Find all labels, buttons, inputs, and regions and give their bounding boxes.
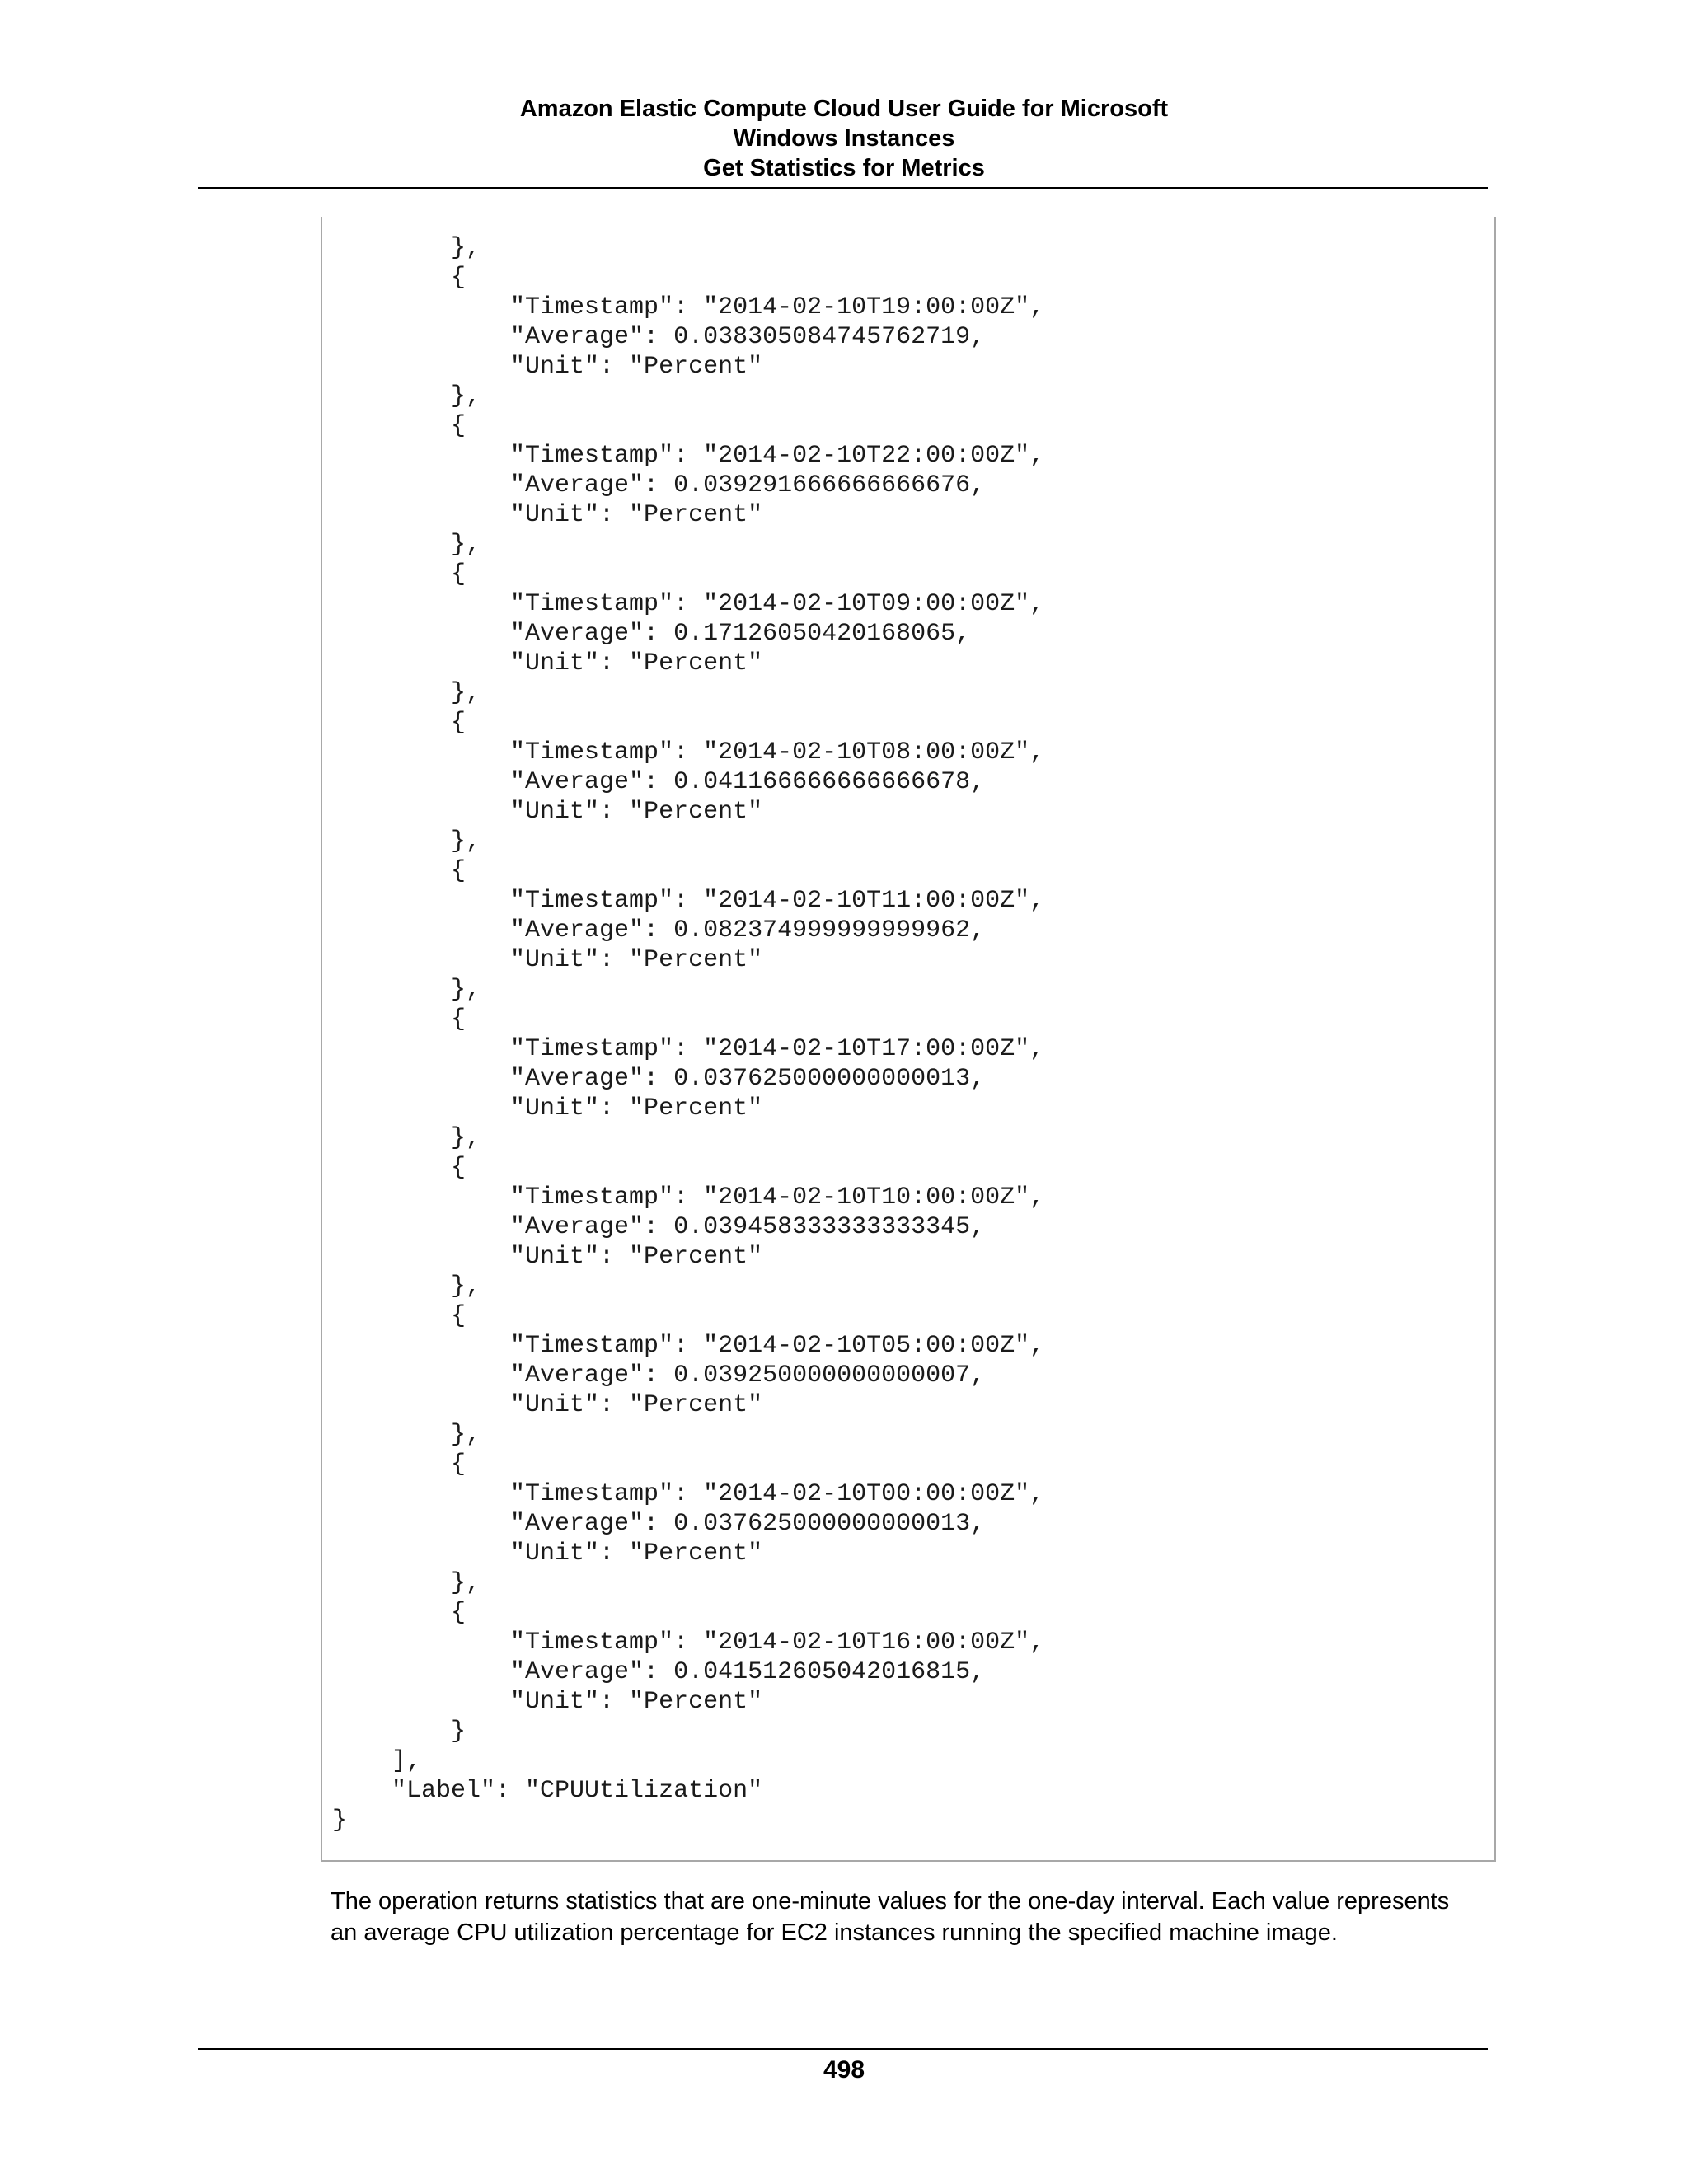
code-line: { [332,1005,467,1033]
code-line: "Average": 0.039458333333333345, [332,1213,986,1241]
code-line: "Unit": "Percent" [332,649,763,677]
code-line: "Timestamp": "2014-02-10T17:00:00Z", [332,1035,1045,1063]
code-line: ], [332,1747,422,1775]
code-example-box [321,217,1496,1862]
code-line: { [332,1302,467,1330]
code-line: "Label": "CPUUtilization" [332,1777,763,1805]
code-line: }, [332,531,481,559]
code-line: "Unit": "Percent" [332,1094,763,1122]
paragraph-line: an average CPU utilization percentage for EC2 instances running the specified machine image. [331,1919,1338,1946]
guide-title: Amazon Elastic Compute Cloud User Guide for Microsoft [519,96,1169,122]
code-line: "Unit": "Percent" [332,353,763,381]
code-line: "Unit": "Percent" [332,1391,763,1419]
code-line: { [332,709,467,737]
code-line: "Unit": "Percent" [332,1243,763,1271]
code-line: }, [332,1421,481,1449]
page-number: 498 [823,2056,865,2083]
code-example [332,233,1044,1835]
header-divider [198,187,1488,189]
code-line: "Timestamp": "2014-02-10T00:00:00Z", [332,1480,1045,1508]
code-line: "Unit": "Percent" [332,501,763,529]
code-line: "Unit": "Percent" [332,798,763,826]
code-line: "Average": 0.082374999999999962, [332,916,986,944]
code-line: "Timestamp": "2014-02-10T19:00:00Z", [332,293,1045,321]
code-line: "Timestamp": "2014-02-10T16:00:00Z", [332,1629,1045,1657]
code-line: { [332,412,467,440]
code-line: }, [332,1272,481,1301]
description-paragraph [331,1886,1501,1948]
code-line: "Timestamp": "2014-02-10T22:00:00Z", [332,442,1045,470]
code-line: "Unit": "Percent" [332,1688,763,1716]
code-line: "Average": 0.039250000000000007, [332,1361,986,1390]
code-line: }, [332,679,481,707]
page-header [0,94,1688,183]
code-line: "Timestamp": "2014-02-10T08:00:00Z", [332,738,1045,766]
code-line: "Average": 0.17126050420168065, [332,620,971,648]
code-line: }, [332,234,481,262]
code-line: }, [332,1124,481,1152]
footer-divider [198,2048,1488,2050]
code-line: "Average": 0.041512605042016815, [332,1658,986,1686]
code-line: }, [332,976,481,1004]
code-line: "Average": 0.039291666666666676, [332,471,986,499]
code-line: "Average": 0.037625000000000013, [332,1065,986,1093]
code-line: }, [332,382,481,410]
code-line: }, [332,1569,481,1597]
code-line: { [332,1451,467,1479]
code-line: "Unit": "Percent" [332,1540,763,1568]
code-line: "Average": 0.037625000000000013, [332,1510,986,1538]
code-line: "Timestamp": "2014-02-10T05:00:00Z", [332,1332,1045,1360]
code-line: }, [332,827,481,855]
code-line: } [332,1718,467,1746]
code-line: { [332,1599,467,1627]
section-title: Get Statistics for Metrics [703,155,985,181]
guide-subtitle: Windows Instances [733,125,955,152]
code-line: { [332,560,467,588]
code-line: "Unit": "Percent" [332,946,763,974]
code-line: "Timestamp": "2014-02-10T10:00:00Z", [332,1183,1045,1212]
code-line: { [332,1154,467,1182]
paragraph-line: The operation returns statistics that are one-minute values for the one-day interval. Each value represents [331,1888,1450,1915]
code-line: "Average": 0.038305084745762719, [332,323,986,351]
code-line: { [332,264,467,292]
code-line: { [332,857,467,885]
code-line: "Timestamp": "2014-02-10T11:00:00Z", [332,887,1045,915]
code-line: "Average": 0.041166666666666678, [332,768,986,796]
code-line: "Timestamp": "2014-02-10T09:00:00Z", [332,590,1045,618]
code-line: } [332,1807,348,1835]
